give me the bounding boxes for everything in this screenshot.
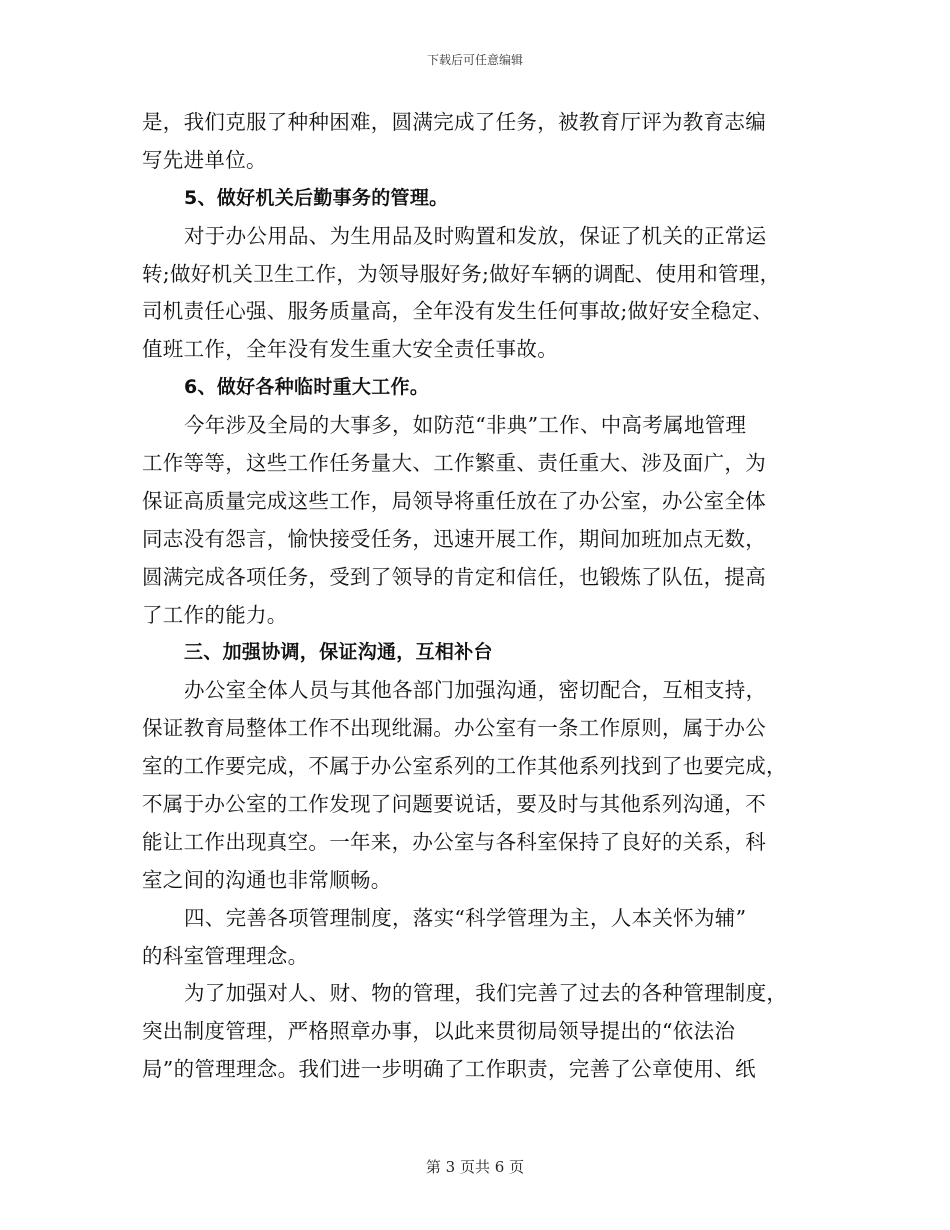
- text-line: 不属于办公室的工作发现了问题要说话，要及时与其他系列沟通，不: [142, 792, 766, 817]
- section-heading: 三、加强协调，保证沟通，互相补台: [184, 641, 493, 664]
- section-heading: 6、做好各种临时重大工作。: [184, 376, 430, 399]
- text-line: 的科室管理理念。: [142, 943, 309, 968]
- text-line: 转;做好机关卫生工作，为领导服好务;做好车辆的调配、使用和管理，: [142, 261, 781, 286]
- text-line: 保证教育局整体工作不出现纰漏。办公室有一条工作原则，属于办公: [142, 716, 766, 741]
- text-line: 圆满完成各项任务，受到了领导的肯定和信任，也锻炼了队伍，提高: [142, 564, 766, 589]
- text-line: 写先进单位。: [142, 147, 267, 172]
- text-line: 办公室全体人员与其他各部门加强沟通，密切配合，互相支持，: [184, 678, 767, 703]
- text-line: 工作等等，这些工作任务量大、工作繁重、责任重大、涉及面广，为: [142, 451, 766, 476]
- text-line: 室的工作要完成，不属于办公室系列的工作其他系列找到了也要完成，: [142, 754, 787, 779]
- text-line: 同志没有怨言，愉快接受任务，迅速开展工作，期间加班加点无数，: [142, 526, 766, 551]
- section-heading: 5、做好机关后勤事务的管理。: [184, 186, 449, 209]
- text-line: 对于办公用品、为生用品及时购置和发放，保证了机关的正常运: [184, 223, 767, 248]
- text-line: 室之间的沟通也非常顺畅。: [142, 867, 392, 892]
- text-line: 局”的管理理念。我们进一步明确了工作职责，完善了公章使用、纸: [142, 1057, 756, 1082]
- text-line: 是，我们克服了种种困难，圆满完成了任务，被教育厅评为教育志编: [142, 110, 766, 134]
- section-heading: 四、完善各项管理制度，落实“科学管理为主，人本关怀为辅”: [184, 905, 747, 930]
- page-header: 下载后可任意编辑: [426, 53, 523, 67]
- text-line: 突出制度管理，严格照章办事，以此来贯彻局领导提出的“依法治: [142, 1019, 736, 1044]
- text-line: 司机责任心强、服务质量高，全年没有发生任何事故;做好安全稳定、: [142, 299, 774, 324]
- text-line: 今年涉及全局的大事多，如防范“非典”工作、中高考属地管理: [184, 413, 747, 438]
- text-line: 为了加强对人、财、物的管理，我们完善了过去的各种管理制度，: [184, 981, 788, 1006]
- page-number: 第 3 页共 6 页: [425, 1158, 525, 1176]
- document-body: [142, 104, 812, 1089]
- text-line: 值班工作，全年没有发生重大安全责任事故。: [142, 337, 558, 362]
- text-line: 保证高质量完成这些工作，局领导将重任放在了办公室，办公室全体: [142, 488, 766, 513]
- text-line: 了工作的能力。: [142, 602, 288, 627]
- text-line: 能让工作出现真空。一年来，办公室与各科室保持了良好的关系，科: [142, 829, 766, 854]
